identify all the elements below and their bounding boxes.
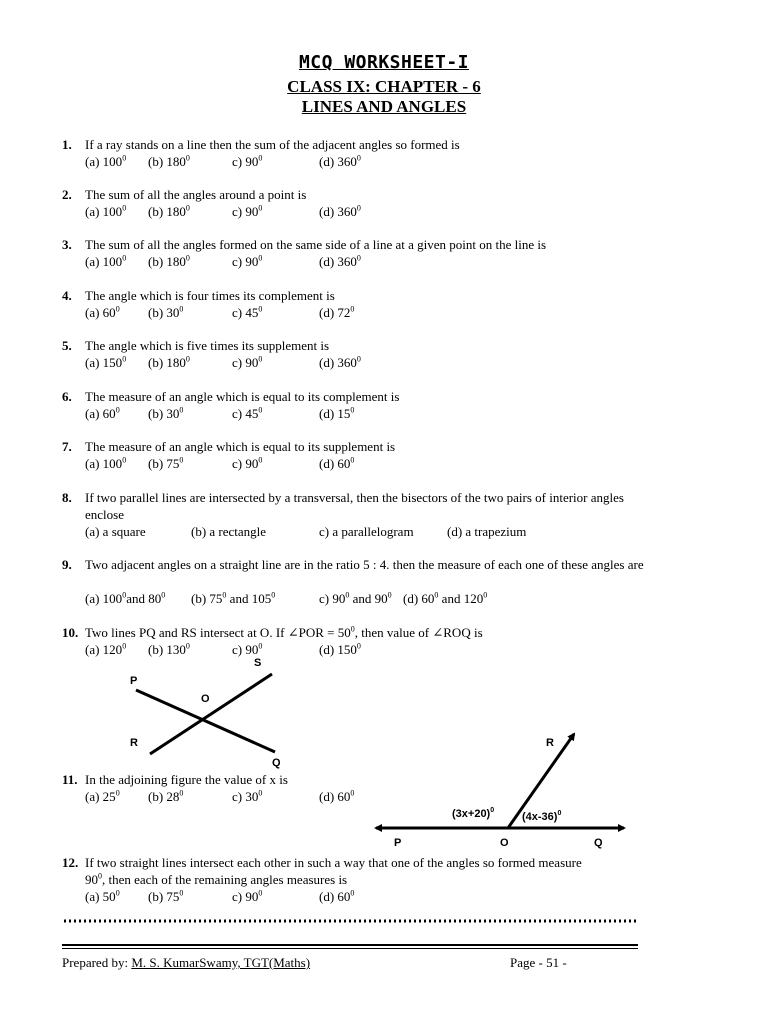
option-d: (d) $60^0$ and $120^0$ [403, 590, 488, 606]
question-number: 5. [62, 338, 72, 353]
option-c: c) $90^0$ [232, 641, 263, 657]
topic-heading: LINES AND ANGLES [301, 97, 467, 116]
question-number: 10. [62, 625, 79, 640]
label-r: R [546, 737, 554, 749]
option-a: (a) $100^0$ [85, 455, 127, 471]
option-b: (b) $180^0$ [148, 203, 190, 219]
question-text: The angle which is five times its supplement is [85, 338, 330, 353]
option-b: (b) $180^0$ [148, 153, 190, 169]
option-a: (a) $25^0$ [85, 788, 120, 804]
option-b: (b) $75^0$ [148, 455, 184, 471]
option-b: (b) $75^0$ [148, 888, 184, 904]
option-b: (b) $180^0$ [148, 354, 190, 370]
label-s: S [254, 657, 262, 669]
dotted-separator [62, 918, 638, 924]
option-c: c) $90^0$ [232, 888, 263, 904]
label-q: Q [272, 757, 281, 769]
question-number: 7. [62, 439, 72, 454]
question-number: 3. [62, 237, 72, 252]
option-c: c) $90^0$ [232, 153, 263, 169]
option-a: (a) $120^0$ [85, 641, 127, 657]
option-d: (d) $360^0$ [319, 253, 361, 269]
option-a: (a) $100^0and$ $80^0$ [85, 590, 166, 606]
option-a: (a) $100^0$ [85, 153, 127, 169]
question-text: Two adjacent angles on a straight line are in the ratio 5 : 4. then the measure of each one of these angles are [85, 557, 644, 572]
option-c: c) $90^0$ [232, 203, 263, 219]
option-a: (a) $150^0$ [85, 354, 127, 370]
option-c: c) a parallelogram [319, 524, 414, 539]
label-o: O [500, 837, 509, 849]
question-text: If two straight lines intersect each other in such a way that one of the angles so formed measure $90^0$, then each of the remaining angles measures is [85, 855, 582, 887]
option-b: (b) $180^0$ [148, 253, 190, 269]
option-b: (b) $30^0$ [148, 304, 184, 320]
prepared-by: Prepared by: M. S. KumarSwamy, TGT(Maths) [62, 955, 311, 970]
question-text: The angle which is four times its complement is [85, 288, 335, 303]
option-a: (a) $60^0$ [85, 405, 120, 421]
option-a: (a) a square [85, 524, 146, 539]
question-text: The sum of all the angles formed on the same side of a line at a given point on the line is [85, 237, 547, 252]
angle-right-label: $(4x-36)^0$ [522, 810, 562, 823]
option-d: (d) $60^0$ [319, 788, 355, 804]
ray-on-line-figure [368, 724, 633, 852]
label-r: R [130, 737, 138, 749]
footer-rule-bottom [62, 948, 638, 949]
author-name: M. S. KumarSwamy, TGT(Maths) [131, 955, 311, 970]
class-chapter-heading: CLASS IX: CHAPTER - 6 [287, 77, 481, 96]
question-number: 6. [62, 389, 72, 404]
option-c: c) $90^0$ [232, 354, 263, 370]
option-c: c) $45^0$ [232, 405, 263, 421]
option-c: c) $90^0$ [232, 455, 263, 471]
question-text: Two lines PQ and RS intersect at O. If ∠POR = $50^0$, then value of ∠ROQ is [85, 624, 483, 640]
question-number: 11. [62, 772, 78, 787]
option-b: (b) a rectangle [191, 524, 267, 539]
question-text: The measure of an angle which is equal to its supplement is [85, 439, 396, 454]
option-d: (d) $72^0$ [319, 304, 355, 320]
option-d: (d) $15^0$ [319, 405, 355, 421]
option-a: (a) $100^0$ [85, 203, 127, 219]
option-d: (d) $360^0$ [319, 153, 361, 169]
question-text: The measure of an angle which is equal to its complement is [85, 389, 400, 404]
option-d: (d) $150^0$ [319, 641, 361, 657]
option-b: (b) $28^0$ [148, 788, 184, 804]
option-c: c) $90^0$ [232, 253, 263, 269]
worksheet-title: MCQ WORKSHEET-I [298, 52, 470, 73]
angle-left-label: $(3x+20)^0$ [452, 807, 495, 820]
option-d: (d) $360^0$ [319, 354, 361, 370]
label-q: Q [594, 837, 603, 849]
option-d: (d) $60^0$ [319, 888, 355, 904]
option-c: c) $45^0$ [232, 304, 263, 320]
question-number: 2. [62, 187, 72, 202]
option-b: (b) $75^0$ and $105^0$ [191, 590, 276, 606]
option-d: (d) $360^0$ [319, 203, 361, 219]
footer-rule-top [62, 944, 638, 946]
question-number: 4. [62, 288, 72, 303]
question-number: 8. [62, 490, 72, 505]
question-number: 9. [62, 557, 72, 572]
question-text: The sum of all the angles around a point is [85, 187, 307, 202]
option-c: c) $90^0$ and $90^0$ [319, 590, 392, 606]
label-p: P [130, 675, 138, 687]
label-p: P [394, 837, 402, 849]
option-d: (d) $60^0$ [319, 455, 355, 471]
question-text: In the adjoining figure the value of x is [85, 772, 288, 787]
option-a: (a) $50^0$ [85, 888, 120, 904]
question-number: 1. [62, 137, 72, 152]
question-text: If a ray stands on a line then the sum of the adjacent angles so formed is [85, 137, 460, 152]
option-b: (b) $130^0$ [148, 641, 190, 657]
option-a: (a) $100^0$ [85, 253, 127, 269]
option-a: (a) $60^0$ [85, 304, 120, 320]
option-c: c) $30^0$ [232, 788, 263, 804]
question-number: 12. [62, 855, 79, 870]
page-number: Page - 51 - [510, 955, 567, 970]
intersecting-lines-figure [110, 650, 310, 775]
question-text: If two parallel lines are intersected by a transversal, then the bisectors of the two pairs of interior angles enclose [85, 490, 624, 522]
option-b: (b) $30^0$ [148, 405, 184, 421]
label-o: O [201, 693, 210, 705]
option-d: (d) a trapezium [447, 524, 527, 539]
